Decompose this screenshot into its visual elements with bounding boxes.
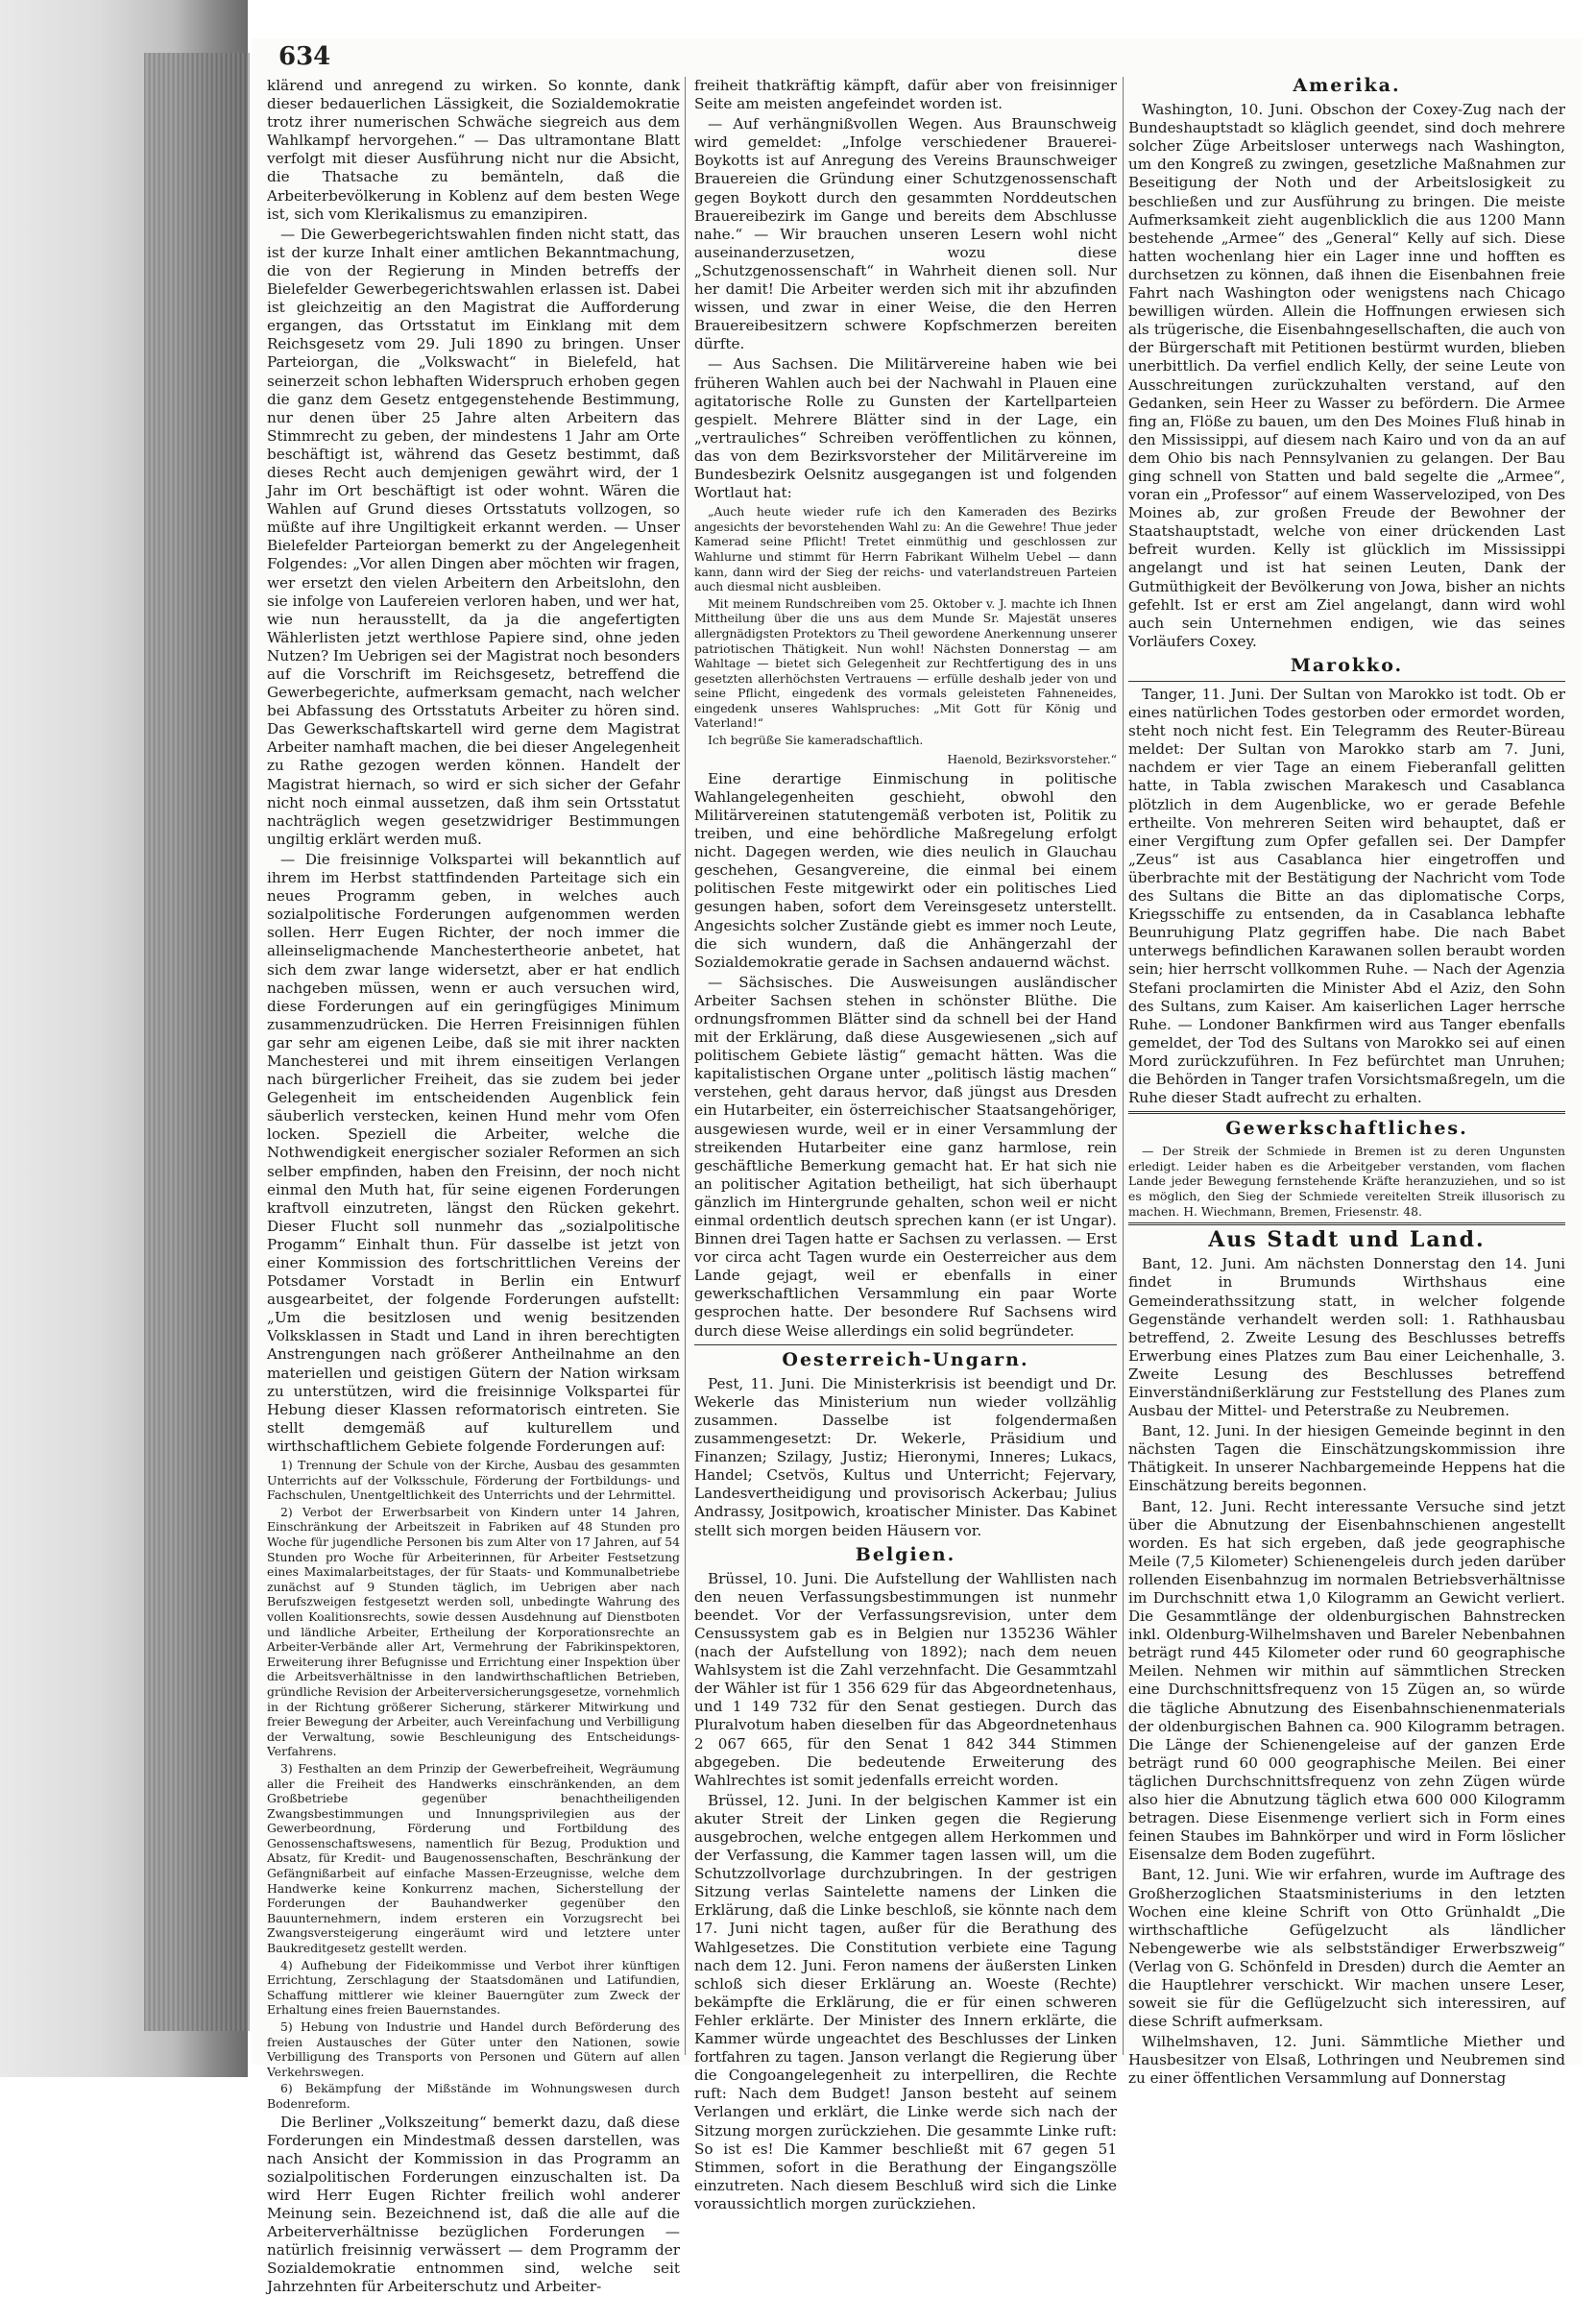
paragraph: — Die freisinnige Volkspartei will bekanntlich auf ihrem im Herbst stattfindenden Parteitage sich ein neues Programm geben, in welches auch sozialpolitische Forderungen aufgenommen werden sollen. Herr Eugen Richter, der noch immer die alleinseligmachende Manchestertheorie anbetet, hat sich dem zwar lange widersetzt, aber er hat endlich nachgeben müssen, wenn er auch versuchen wird, diese Forderungen auf ein geringfügiges Minimum zusammenzudrücken. Die Herren Freisinnigen fühlen gar sehr am eigenen Leibe, daß sie mit ihrer nackten Manchesterei und mit ihrem einseitigen Verlangen nach bürgerlicher Freiheit, das sie zudem bei jeder Gelegenheit im entscheidenden Augenblick fein säuberlich verstecken, keinen Hund mehr vom Ofen locken. Speziell die Arbeiter, welche die Nothwendigkeit energischer sozialer Reformen an sich selber empfinden, haben den Freisinn, der noch nicht einmal den Muth hat, für seine eigenen Forderungen kraftvoll einzutreten, längst den Rücken gekehrt. Dieser Flucht soll nunmehr das „sozialpolitische Progamm“ Einhalt thun. Für dasselbe ist jetzt von einer Kommission des fortschrittlichen Vereins der Potsdamer Vorstadt in Berlin ein Entwurf ausgearbeitet, der folgende Forderungen aufstellt: „Um die besitzlosen und wenig besitzenden Volksklassen in Stadt und Land in ihren berechtigten Anstrengungen nach größerer Antheilnahme an den materiellen und geistigen Gütern der Nation wirksam zu unterstützen, wird die freisinnige Volkspartei für Hebung dieser Klassen reformatorisch eintreten. Sie stellt demgemäß auf kulturellem und wirthschaftlichem Gebiete folgende Forderungen auf: <box>267 850 680 1455</box>
section-heading-trade-unions: Gewerkschaftliches. <box>1225 1118 1468 1140</box>
paragraph: Tanger, 11. Juni. Der Sultan von Marokko ist todt. Ob er eines natürlichen Todes gestorben oder ermordet worden, steht noch nicht fest. Ein Telegramm des Reuter-Büreau meldet: Der Sultan von Marokko starb am 7. Juni, nachdem er vier Tage an einem Fieberanfall gelitten hatte, in Tabla zwischen Marakesch und Casablanca plötzlich in dem Augenblicke, wo er gerade Befehle ertheilte. Von mehreren Seiten wird behauptet, daß er einer Vergiftung zum Opfer gefallen sei. Der Dampfer „Zeus“ ist aus Casablanca hier eingetroffen und überbrachte mit der Bestätigung der Nachricht vom Tode des Sultans die Bitte an das diplomatische Corps, Kriegsschiffe zu entsenden, da in Casablanca lebhafte Beunruhigung Platz gegriffen habe. Die nach Babet unterwegs befindlichen Karawanen sollen beraubt worden sein; hier herrscht vollkommen Ruhe. — Nach der Agenzia Stefani proclamirten die Minister Abd el Aziz, den Sohn des Sultans, zum Kaiser. Am kaiserlichen Lager herrsche Ruhe. — Londoner Bankfirmen wird aus Tanger ebenfalls gemeldet, der Tod des Sultans von Marokko sei auf einen Mord zurückzuführen. In Fez befürchtet man Unruhen; die Behörden in Tanger trafen Vorsichtsmaßregeln, um die Ruhe dieser Stadt aufrecht zu erhalten. <box>1128 686 1565 1107</box>
paragraph: Bant, 12. Juni. Recht interessante Versuche sind jetzt über die Abnutzung der Eisenbahnschienen angestellt worden. Es hat sich ergeben, daß jede geographische Meile (7,5 Kilometer) Schienengeleis durch jeden darüber rollenden Eisenbahnzug im normalen Betriebsverhältnisse im Durchschnitt etwa 1,0 Kilogramm an Gewicht verliert. Die Gesammtlänge der oldenburgischen Bahnstrecken inkl. Oldenburg-Wilhelmshaven und Bareler Nebenbahnen beträgt rund 445 Kilometer oder rund 60 geographische Meilen. Nehmen wir mithin auf sämmtlichen Strecken eine Durchschnittsfrequenz von 15 Zügen an, so würde die tägliche Abnutzung des Eisenbahnschienenmaterials der oldenburgischen Bahnen ca. 900 Kilogramm betragen. Die Länge der Schienengeleise auf der ganzen Erde beträgt rund 60 000 geographische Meilen. Bei einer täglichen Durchschnittsfrequenz von zehn Zügen würde also hier die Abnutzung täglich etwa 600 000 Kilogramm betragen. Diese Eisenmenge verliert sich in Form eines feinen Staubes im Bahnkörper und wird in Form löslicher Eisensalze dem Boden zugeführt. <box>1128 1497 1565 1864</box>
paragraph: Brüssel, 12. Juni. In der belgischen Kammer ist ein akuter Streit der Linken gegen die Regierung ausgebrochen, welche entgegen allem Herkommen und der Verfassung, die Kammer tagen lassen will, um die Schutzzollvorlage durchzubringen. In der gestrigen Sitzung verlas Saintelette namens der Linken die Erklärung, daß die Linke beschloß, sie könnte nach dem 17. Juni nicht tagen, außer für die Berathung des Wahlgesetzes. Die Constitution verbiete eine Tagung nach dem 12. Juni. Feron namens der äußersten Linken schloß sich dieser Erklärung an. Woeste (Rechte) bekämpfte die Erklärung, die er für einen schweren Fehler erklärte. Der Minister des Innern erklärte, die Kammer würde ungeachtet des Beschlusses der Linken fortfahren zu tagen. Janson verlangt die Regierung über die Congoangelegenheit zu interpelliren, die Rechte ruft: Nach dem Budget! Janson besteht auf seinem Verlangen und erklärt, die Linke werde sich nach der Sitzung morgen zurückziehen. Die gesammte Linke ruft: So ist es! Die Kammer beschließt mit 67 gegen 51 Stimmen, sofort in die Berathung der Eingangszölle einzutreten. Nach diesem Beschluß wird sich die Linke voraussichtlich morgen zurückziehen. <box>694 1791 1117 2212</box>
paragraph: Wilhelmshaven, 12. Juni. Sämmtliche Miether und Hausbesitzer von Elsaß, Lothringen und Neubremen sind zu einer öffentlichen Versammlung auf Donnerstag <box>1128 2033 1565 2088</box>
page-edges <box>144 53 250 2031</box>
list-item: 6) Bekämpfung der Mißstände im Wohnungswesen durch Bodenreform. <box>267 2081 680 2111</box>
column-2 <box>694 77 1117 2212</box>
list-item: 4) Aufhebung der Fideikommisse und Verbot ihrer künftigen Errichtung, Zerschlagung der Staatsdomänen und Latifundien, Schaffung mittlerer wie kleiner Bauerngüter zum Zweck der Erhaltung eines freien Bauernstandes. <box>267 1957 680 2018</box>
paragraph: Bant, 12. Juni. Wie wir erfahren, wurde im Auftrage des Großherzoglichen Staatsministeriums in den letzten Wochen eine kleine Schrift von Otto Grünhaldt „Die wirthschaftliche Gefügelzucht als ländlicher Nebengewerbe wie als selbstständiger Erwerbszweig“ (Verlag von G. Schönfeld in Dresden) durch die Aemter an die Hauptlehrer verschickt. Wir machen unsere Leser, soweit sie für die Geflügelzucht sich interessiren, auf diese Schrift aufmerksam. <box>1128 1866 1565 2031</box>
paragraph: — Sächsisches. Die Ausweisungen ausländischer Arbeiter Sachsen stehen in schönster Blüthe. Die ordnungsfrommen Blätter sind da schnell bei der Hand mit der Erklärung, daß diese Ausgewiesenen „sich auf politischem Gebiete lästig“ gemacht hätten. Was die kapitalistischen Organe unter „politisch lästig machen“ verstehen, geht daraus hervor, daß jüngst aus Dresden ein Hutarbeiter, ein österreichischer Staatsangehöriger, ausgewiesen wurde, weil er in einer Versammlung der streikenden Hutarbeiter eine ganz harmlose, rein geschäftliche Bemerkung gemacht hat. Er hat sich nie an politischer Agitation betheiligt, hat sich überhaupt gänzlich im Hintergrunde gehalten, schon weil er nicht einmal ordentlich deutsch sprechen kann (er ist Ungar). Binnen drei Tagen hatte er Sachsen zu verlassen. — Erst vor circa acht Tagen wurde ein Oesterreicher aus dem Lande gejagt, weil er ebenfalls in einer gewerkschaftlichen Versammlung ein paar Worte gesprochen hatte. Der besondere Ruf Sachsens wird durch diese Weise allerdings ein solid begründeter. <box>694 973 1117 1340</box>
quoted-letter: Ich begrüße Sie kameradschaftlich. <box>708 733 924 748</box>
column-divider <box>1123 77 1124 2055</box>
paragraph: — Die Gewerbegerichtswahlen finden nicht statt, das ist der kurze Inhalt einer amtlichen Bekanntmachung, die von der Regierung in Minden betreffs der Bielefelder Gewerbegerichtswahlen erlassen ist. Dabei ist gleichzeitig an den Magistrat die Aufforderung ergangen, das Ortsstatut im Einklang mit dem Reichsgesetz vom 29. Juli 1890 zu bringen. Unser Parteiorgan, die „Volkswacht“ in Bielefeld, hat seinerzeit schon lebhaften Widerspruch erhoben gegen die ganz dem Gesetz entgegenstehende Bestimmung, nur denen über 25 Jahre alten Arbeitern das Stimmrecht zu geben, der mindestens 1 Jahr am Orte beschäftigt ist, während das Gesetz bestimmt, daß dieses Recht auch demjenigen gewährt wird, der 1 Jahr im Ort beschäftigt ist oder wohnt. Wären die Wahlen auf Grund dieses Ortsstatuts vollzogen, so müßte auf ihre Ungiltigkeit erkannt werden. — Unser Bielefelder Parteiorgan bemerkt zu der Angelegenheit Folgendes: „Vor allen Dingen aber möchten wir fragen, wer ersetzt den vielen Arbeitern den Arbeitslohn, den sie infolge von Laufereien verloren haben, und wer hat, wie nun herausstellt, da ja die angefertigten Wählerlisten jetzt werthlose Papiere sind, ohne jeden Nutzen? Im Uebrigen sei der Magistrat noch besonders auf die Vorschrift im Reichsgesetz, betreffend die Gewerbegerichte, aufmerksam gemacht, nach welcher bei Abfassung des Ortsstatuts Arbeiter zu hören sind. Das Gewerkschaftskartell wird gerne dem Magistrat Arbeiter namhaft machen, die bei dieser Angelegenheit zu Rathe gezogen werden können. Handelt der Magistrat hiernach, so wird er sich sicher der Gefahr nicht noch einmal aussetzen, daß ihm sein Ortsstatut nachträglich wegen gesetzwidriger Bestimmungen ungiltig erklärt werden muß. <box>267 225 680 848</box>
section-heading-america: Amerika. <box>1293 75 1401 96</box>
paragraph: freiheit thatkräftig kämpft, dafür aber von freisinniger Seite am meisten angefeindet worden ist. <box>694 77 1117 113</box>
column-divider <box>685 77 686 2055</box>
section-rule <box>1128 681 1565 682</box>
letter-signature: Haenold, Bezirksvorsteher.“ <box>947 751 1117 766</box>
page-number: 634 <box>278 42 331 71</box>
section-heading-local-news: Aus Stadt und Land. <box>1208 1227 1486 1253</box>
list-item: 3) Festhalten an dem Prinzip der Gewerbefreiheit, Wegräumung aller die Freiheit des Handwerks einschränkenden, an dem Großbetriebe gegenüber benachtheiligenden Zwangsbestimmungen und Innungsprivilegien aus der Gewerbeordnung, Förderung und Fortbildung des Genossenschaftswesens, namentlich für Bezug, Produktion und Absatz, für Kredit- und Baugenossenschaften, Beschränkung der Gefängnißarbeit auf einfache Massen-Erzeugnisse, welche dem Handwerke keine Konkurrenz machen, Sicherstellung der Forderungen der Bauhandwerker gegenüber den Bauunternehmern, indem ersteren ein Vorzugsrecht bei Zwangsversteigerung eingeräumt wird und letztere unter Baukreditgesetz gestellt werden. <box>267 1760 680 1956</box>
quoted-letter: Mit meinem Rundschreiben vom 25. Oktober v. J. machte ich Ihnen Mittheilung über die uns aus dem Munde Sr. Majestät unseres allergnädigsten Protektors zu Theil gewordene Anerkennung unserer patriotischen Thätigkeit. Nun wohl! Nächsten Donnerstag — am Wahltage — bietet sich Gelegenheit zur Rechtfertigung des in uns gesetzten allerhöchsten Vertrauens — erfülle deshalb jeder von und seine Pflicht, eingedenk des vormals geleisteten Fahneneides, eingedenk unseres Wahlspruches: „Mit Gott für König und Vaterland!“ <box>694 595 1117 731</box>
section-rule <box>1128 1111 1565 1114</box>
section-rule <box>1128 1222 1565 1225</box>
paragraph: — Auf verhängnißvollen Wegen. Aus Braunschweig wird gemeldet: „Infolge verschiedener Brauerei-Boykotts ist auf Anregung des Vereins Braunschweiger Brauereien die Gründung einer Schutzgenossenschaft gegen Boykott durch den gesammten Norddeutschen Brauereibezirk im Gange und bereits dem Abschlusse nahe.“ — Wir brauchen unseren Lesern wohl nicht auseinanderzusetzen, wozu diese „Schutzgenossenschaft“ in Wahrheit dienen soll. Nur her damit! Die Arbeiter werden sich mit ihr abzufinden wissen, und zwar in einer Weise, die den Herren Brauereibesitzern schwere Kopfschmerzen bereiten dürfte. <box>694 115 1117 353</box>
paragraph: Brüssel, 10. Juni. Die Aufstellung der Wahllisten nach den neuen Verfassungsbestimmungen ist nunmehr beendet. Vor der Verfassungsrevision, unter dem Censussystem gab es in Belgien nur 135236 Wähler (nach der Aufstellung von 1892); nach dem neuen Wahlsystem ist die Zahl verzehnfacht. Die Gesammtzahl der Wähler ist für 1 356 629 für das Abgeordnetenhaus, und 1 149 732 für den Senat gestiegen. Durch das Pluralvotum haben dieselben für das Abgeordnetenhaus 2 067 665, für den Senat 1 842 344 Stimmen abgegeben. Die bedeutende Erweiterung des Wahlrechtes ist somit jedenfalls erreicht worden. <box>694 1569 1117 1789</box>
column-1 <box>267 77 680 2296</box>
paragraph: Washington, 10. Juni. Obschon der Coxey-Zug nach der Bundeshauptstadt so kläglich geendet, sind doch mehrere solcher Züge Arbeitsloser unterwegs nach Washington, um den Kongreß zu zwingen, gesetzliche Maßnahmen zur Beseitigung der Noth und der Arbeitslosigkeit zu beschließen und zur Ausführung zu bringen. Die meiste Aufmerksamkeit zieht augenblicklich die aus 1200 Mann bestehende „Armee“ des „General“ Kelly auf sich. Diese hatten wochenlang hier ein Lager inne und hofften es durchsetzen zu können, daß ihnen die Eisenbahnen freie Fahrt nach Washington oder wenigstens nach Chicago bewilligen würden. Allein die Hoffnungen erwiesen sich als trügerische, die Eisenbahngesellschaften, die auch von der Bürgerschaft mit Petitionen bestürmt wurden, blieben unerbittlich. Da verfiel endlich Kelly, der seine Leute von Ausschreitungen zurückzuhalten verstand, auf den Gedanken, sein Heer zu Wasser zu befördern. Die Armee fing an, Flöße zu bauen, um den Des Moines Fluß hinab in den Mississippi, auf diesem nach Kairo und von da an auf dem Ohio bis nach Pennsylvanien zu gelangen. Der Bau ging schnell von Statten und bald segelte die „Armee“, voran ein „Professor“ auf einem Wasserveloziped, von Des Moines ab, zur großen Freude der Bewohner der Staatshauptstadt, welche von einer drückenden Last befreit wurden. Kelly ist glücklich im Mississippi angelangt und ist hat seinen Leuten, Dank der Gutmüthigkeit der Bevölkerung von Jowa, bisher an nichts gefehlt. Ist er erst am Ziel angelangt, dann wird wohl auch sein Unternehmen endigen, wie das seines Vorläufers Coxey. <box>1128 101 1565 650</box>
list-item: 1) Trennung der Schule von der Kirche, Ausbau des gesammten Unterrichts auf der Volksschule, Förderung der Fortbildungs- und Fachschulen, Unentgeltlichkeit des Unterrichts und der Lehrmittel. <box>267 1458 680 1503</box>
section-heading-austria-hungary: Oesterreich-Ungarn. <box>782 1348 1029 1370</box>
list-item: 5) Hebung von Industrie und Handel durch Beförderung des freien Austausches der Güter unter den Nationen, sowie Verbilligung des Transports von Personen und Gütern auf allen Verkehrswegen. <box>267 2019 680 2079</box>
paragraph: Eine derartige Einmischung in politische Wahlangelegenheiten geschieht, obwohl den Militärvereinen statutengemäß verboten ist, Politik zu treiben, und eine behördliche Maßregelung erfolgt nicht. Dagegen werden, wie dies neulich in Glauchau geschehen, Gesangvereine, die einmal bei einem politischen Feste mitgewirkt oder ein politisches Lied gesungen haben, sofort dem Vereinsgesetz unterstellt. Angesichts solcher Zustände giebt es immer noch Leute, die sich wundern, daß die Anhängerzahl der Sozialdemokratie gerade in Sachsen andauernd wächst. <box>694 769 1117 971</box>
list-item: 2) Verbot der Erwerbsarbeit von Kindern unter 14 Jahren, Einschränkung der Arbeitszeit in Fabriken auf 48 Stunden pro Woche für jugendliche Personen bis zum Alter von 17 Jahren, auf 54 Stunden pro Woche für Arbeiterinnen, für Arbeiter Festsetzung eines Maximalarbeitstages, der für Staats- und Kommunalbetriebe zunächst auf 9 Stunden täglich, im Uebrigen aber nach Berufszweigen festgesetzt werden soll, unbedingte Wahrung des vollen Koalitionsrechts, sowie dessen Ausdehnung auf Dienstboten und ländliche Arbeiter, Ertheilung der Korporationsrechte an Arbeiter-Verbände aller Art, Vermehrung der Fabrikinspektoren, Erweiterung ihrer Befugnisse und Errichtung einer Inspektion über die Arbeitsverhältnisse in den landwirthschaftlichen Betrieben, gründliche Revision der Arbeiterversicherungsgesetze, vornehmlich in der Richtung größerer Sicherung, stärkerer Mitwirkung und freier Bewegung der Arbeiter, auch Vereinfachung und Verbilligung der Verwaltung, sowie Beschleunigung des Entscheidungs-Verfahrens. <box>267 1504 680 1759</box>
paragraph: Bant, 12. Juni. Am nächsten Donnerstag den 14. Juni findet in Brumunds Wirthshaus eine Gemeinderathssitzung statt, in welcher folgende Gegenstände verhandelt werden soll: 1. Rathhausbau betreffend, 2. Zweite Lesung des Beschlusses betreffs Erwerbung eines Platzes zum Bau einer Leichenhalle, 3. Zweite Lesung des Beschlusses betreffend Einverständnißerklärung zur Feststellung des Planes zum Ausbau der Mittel- und Peterstraße zu Neubremen. <box>1128 1255 1565 1420</box>
section-rule <box>694 1344 1117 1345</box>
column-3 <box>1128 75 1565 2088</box>
paragraph: — Der Streik der Schmiede in Bremen ist zu deren Ungunsten erledigt. Leider haben es die Arbeitgeber verstanden, vom flachen Lande jeder Bewegung fernstehende Kräfte heranzuziehen, und so ist es möglich, den Sieg der Schmiede vereitelten Streik illusorisch zu machen. H. Wiechmann, Bremen, Friesenstr. 48. <box>1128 1144 1565 1219</box>
paragraph: Die Berliner „Volkszeitung“ bemerkt dazu, daß diese Forderungen ein Mindestmaß dessen darstellen, was nach Ansicht der Kommission in das Programm an sozialpolitischen Forderungen einzuschalten ist. Da wird Herr Eugen Richter freilich wohl anderer Meinung sein. Bezeichnend ist, daß die alle auf die Arbeiterverhältnisse bezüglichen Forderungen — natürlich freisinnig verwässert — dem Programm der Sozialdemokratie entnommen sind, welche seit Jahrzehnten für Arbeiterschutz und Arbeiter- <box>267 2113 680 2296</box>
paragraph: Bant, 12. Juni. In der hiesigen Gemeinde beginnt in den nächsten Tagen die Einschätzungskommission ihre Thätigkeit. In unserer Nachbargemeinde Heppens hat die Einschätzung bereits begonnen. <box>1128 1422 1565 1495</box>
paragraph: — Aus Sachsen. Die Militärvereine haben wie bei früheren Wahlen auch bei der Nachwahl in Plauen eine agitatorische Rolle zu Gunsten der Kartellparteien gespielt. Mehrere Blätter sind in der Lage, ein „vertrauliches“ Schreiben veröffentlichen zu können, das von dem Bezirksvorsteher der Militärvereine im Bundesbezirk Oelsnitz ausgegangen ist und folgenden Wortlaut hat: <box>694 355 1117 502</box>
quoted-letter: „Auch heute wieder rufe ich den Kameraden des Bezirks angesichts der bevorstehenden Wahl zu: An die Gewehre! Thue jeder Kamerad seine Pflicht! Tretet einmüthig und geschlossen zur Wahlurne und stimmt für Herrn Fabrikant Wilhelm Uebel — dann kann, dann wird der Sieg der reichs- und vaterlandstreuen Parteien auch diesmal nicht ausbleiben. <box>694 504 1117 594</box>
paragraph: Pest, 11. Juni. Die Ministerkrisis ist beendigt und Dr. Wekerle das Ministerium nun wieder vollzählig zusammen. Dasselbe ist folgendermaßen zusammengesetzt: Dr. Wekerle, Präsidium und Finanzen; Szilagy, Justiz; Hieronymi, Inneres; Lukacs, Handel; Csetvös, Kultus und Unterricht; Fejervary, Landesvertheidigung und provisorisch Ackerbau; Julius Andrassy, Jositpowich, kroatischer Minister. Das Kabinet stellt sich morgen beiden Häusern vor. <box>694 1374 1117 1539</box>
paragraph: klärend und anregend zu wirken. So konnte, dank dieser bedauerlichen Lässigkeit, die Sozialdemokratie trotz ihrer numerischen Schwäche siegreich aus dem Wahlkampf hervorgehen.“ — Das ultramontane Blatt verfolgt mit dieser Ausführung nicht nur die Absicht, die Thatsache zu bemänteln, daß die Arbeiterbevölkerung in Koblenz auf dem besten Wege ist, sich vom Klerikalismus zu emanzipiren. <box>267 77 680 223</box>
section-heading-belgium: Belgien. <box>855 1543 956 1565</box>
section-heading-morocco: Marokko. <box>1290 654 1404 676</box>
